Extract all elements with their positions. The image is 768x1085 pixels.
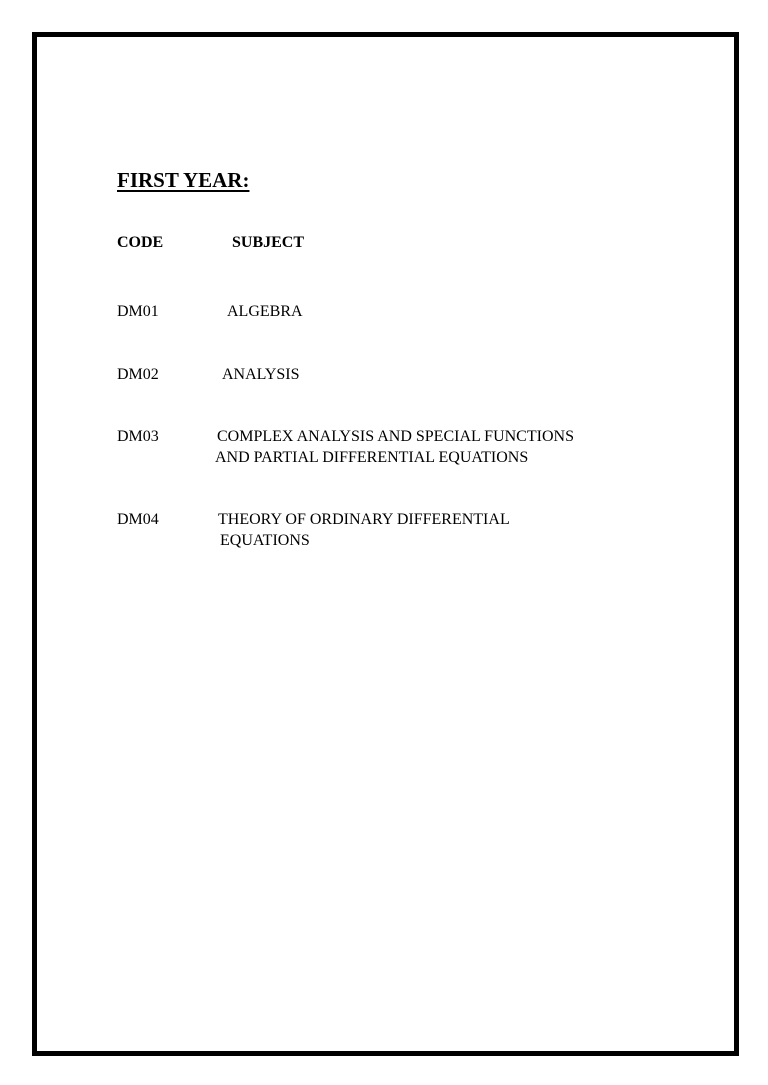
- subject-column-header: SUBJECT: [232, 234, 305, 251]
- course-subject: [222, 364, 300, 385]
- course-subject-line: COMPLEX ANALYSIS AND SPECIAL FUNCTIONS: [217, 428, 574, 445]
- course-subject: [218, 509, 510, 551]
- course-subject-line: ALGEBRA: [227, 303, 303, 320]
- course-code: DM04: [117, 511, 159, 528]
- code-column-header: CODE: [117, 234, 164, 251]
- course-subject-line: ANALYSIS: [222, 366, 300, 383]
- course-code: DM03: [117, 428, 159, 445]
- course-code: DM01: [117, 303, 159, 320]
- course-subject: [227, 301, 303, 322]
- course-subject: [217, 426, 574, 468]
- course-code: DM02: [117, 366, 159, 383]
- course-subject-line: AND PARTIAL DIFFERENTIAL EQUATIONS: [215, 449, 529, 466]
- page-title: FIRST YEAR:: [117, 168, 250, 192]
- course-subject-line: THEORY OF ORDINARY DIFFERENTIAL: [218, 511, 510, 528]
- course-subject-line: EQUATIONS: [220, 532, 310, 549]
